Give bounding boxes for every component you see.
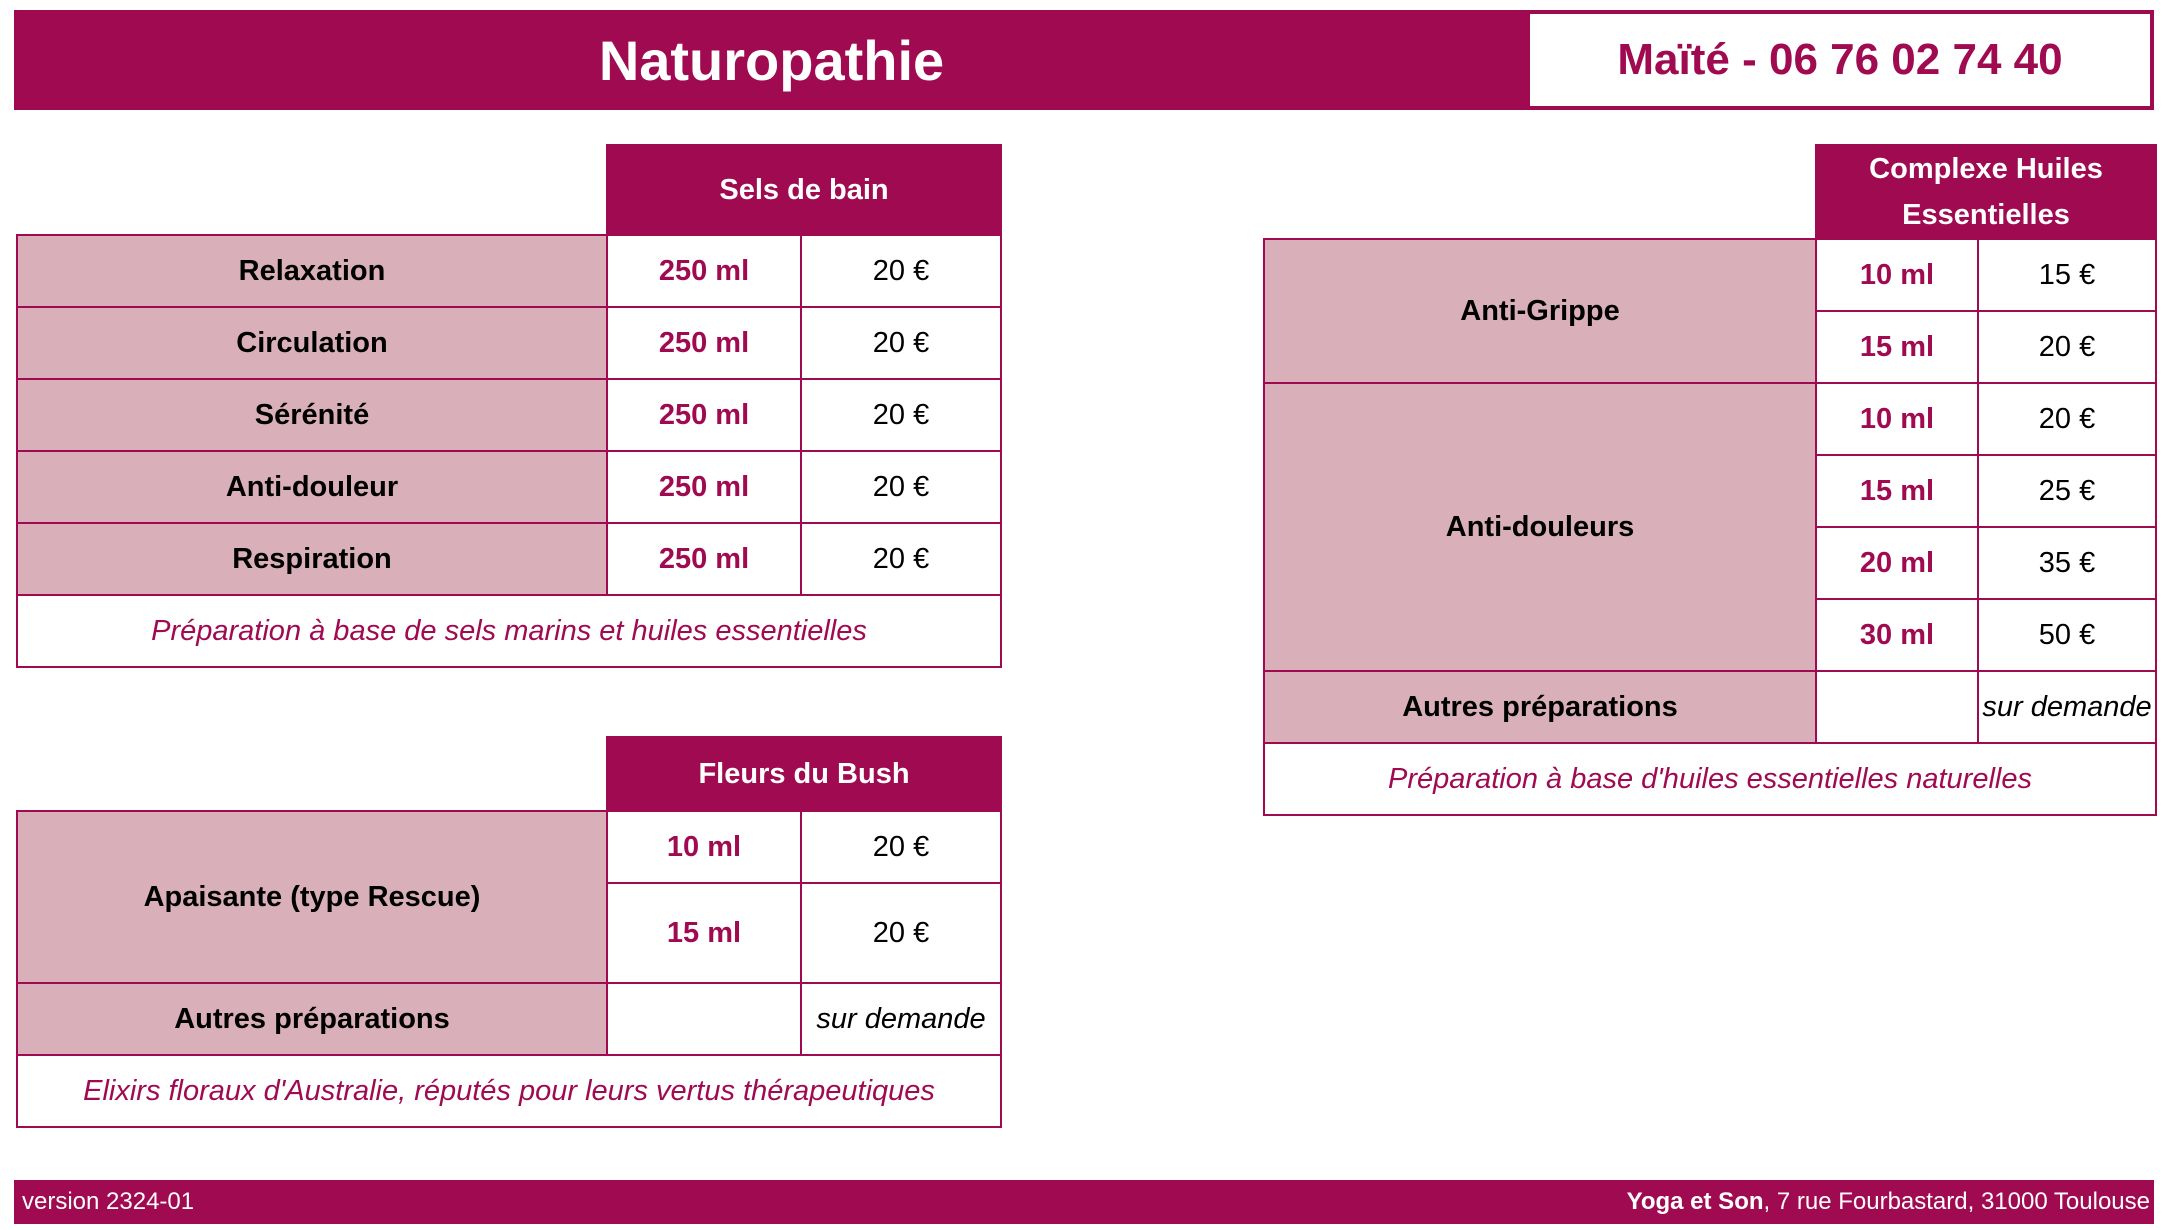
huiles-title-line1: Complexe Huiles <box>1869 153 2103 185</box>
product-name: Anti-douleurs <box>1264 383 1816 671</box>
volume: 250 ml <box>607 451 801 523</box>
volume: 10 ml <box>607 811 801 883</box>
table-spacer <box>1264 145 1816 239</box>
volume: 250 ml <box>607 235 801 307</box>
price: 20 € <box>1978 311 2156 383</box>
volume: 250 ml <box>607 379 801 451</box>
sels-note: Préparation à base de sels marins et huiles essentielles <box>17 595 1001 667</box>
price: 20 € <box>801 811 1001 883</box>
other-preparations-label: Autres préparations <box>17 983 607 1055</box>
price: 50 € <box>1978 599 2156 671</box>
huiles-essentielles-table <box>1263 144 2157 816</box>
huiles-title <box>1816 145 2156 239</box>
volume: 250 ml <box>607 307 801 379</box>
contact-phone: Maïté - 06 76 02 74 40 <box>1530 14 2150 106</box>
price: 20 € <box>801 883 1001 983</box>
product-name: Respiration <box>17 523 607 595</box>
volume: 15 ml <box>1816 311 1978 383</box>
volume: 10 ml <box>1816 383 1978 455</box>
product-name: Anti-douleur <box>17 451 607 523</box>
fleurs-du-bush-table <box>16 736 1002 1128</box>
price: 20 € <box>801 307 1001 379</box>
price: 15 € <box>1978 239 2156 311</box>
fleurs-du-bush-title: Fleurs du Bush <box>607 737 1001 811</box>
price: 20 € <box>801 451 1001 523</box>
price: 20 € <box>801 523 1001 595</box>
sels-de-bain-title: Sels de bain <box>607 145 1001 235</box>
sels-de-bain-table <box>16 144 1002 668</box>
price: 35 € <box>1978 527 2156 599</box>
product-name: Apaisante (type Rescue) <box>17 811 607 983</box>
empty-cell <box>607 983 801 1055</box>
table-spacer <box>17 145 607 235</box>
page-title: Naturopathie <box>598 28 945 92</box>
volume: 10 ml <box>1816 239 1978 311</box>
price: 20 € <box>1978 383 2156 455</box>
price: 20 € <box>801 235 1001 307</box>
volume: 250 ml <box>607 523 801 595</box>
street-address: , 7 rue Fourbastard, 31000 Toulouse <box>1763 1188 2150 1215</box>
other-preparations-label: Autres préparations <box>1264 671 1816 743</box>
on-demand-price: sur demande <box>801 983 1001 1055</box>
huiles-title-line2: Essentielles <box>1902 199 2070 231</box>
footer-address <box>1627 1180 2150 1224</box>
table-spacer <box>17 737 607 811</box>
product-name: Relaxation <box>17 235 607 307</box>
volume: 30 ml <box>1816 599 1978 671</box>
volume: 15 ml <box>607 883 801 983</box>
product-name: Anti-Grippe <box>1264 239 1816 383</box>
huiles-note: Préparation à base d'huiles essentielles naturelles <box>1264 743 2156 815</box>
volume: 15 ml <box>1816 455 1978 527</box>
product-name: Circulation <box>17 307 607 379</box>
volume: 20 ml <box>1816 527 1978 599</box>
empty-cell <box>1816 671 1978 743</box>
footer-version: version 2324-01 <box>22 1188 195 1215</box>
business-name: Yoga et Son <box>1626 1188 1764 1215</box>
bush-note: Elixirs floraux d'Australie, réputés pour leurs vertus thérapeutiques <box>17 1055 1001 1127</box>
price: 20 € <box>801 379 1001 451</box>
product-name: Sérénité <box>17 379 607 451</box>
price: 25 € <box>1978 455 2156 527</box>
on-demand-price: sur demande <box>1978 671 2156 743</box>
